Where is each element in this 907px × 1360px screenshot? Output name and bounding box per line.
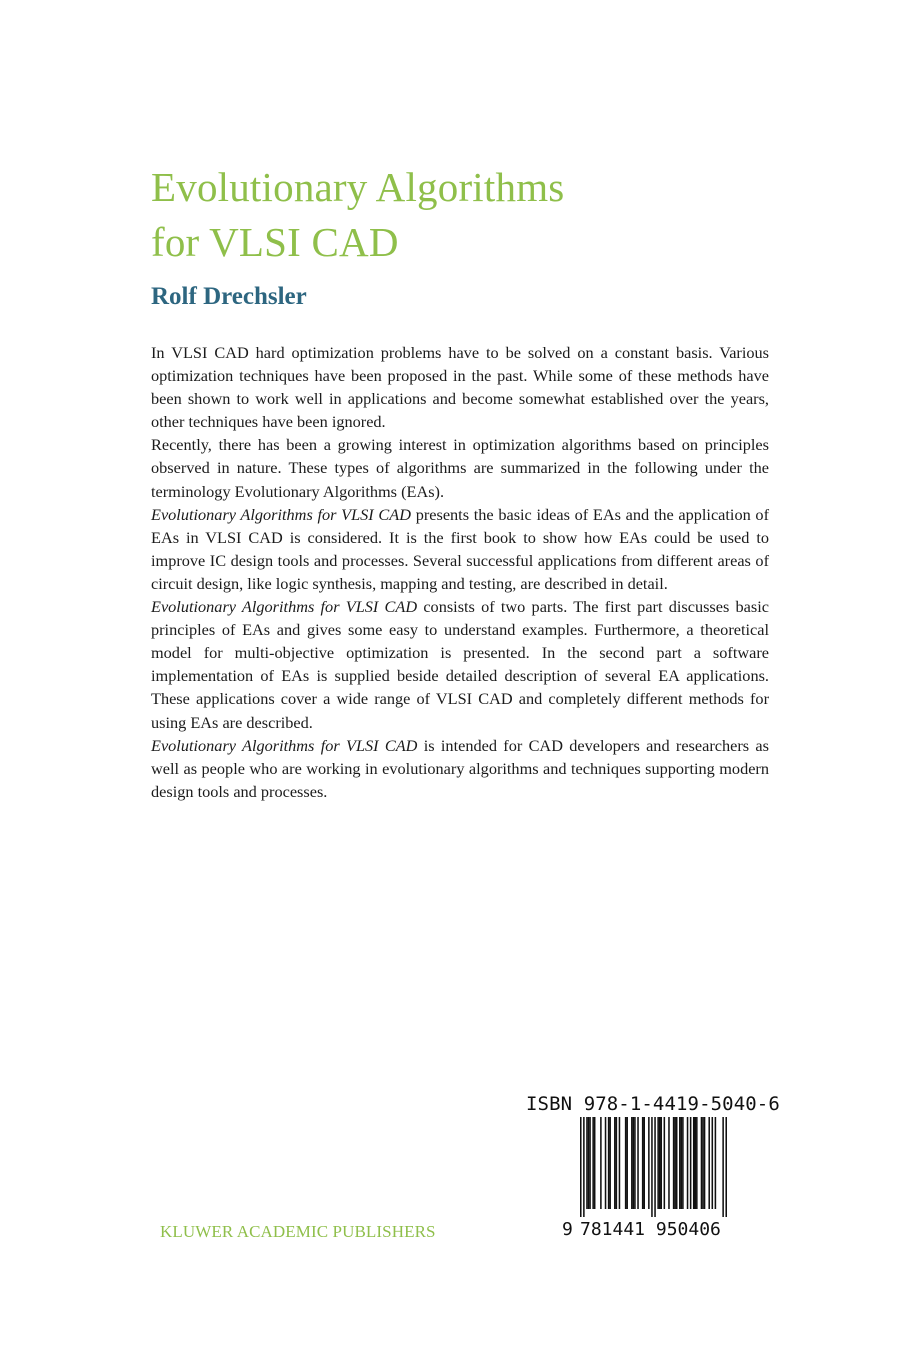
description-paragraph-5 (151, 734, 769, 803)
barcode-bar (594, 1117, 596, 1209)
barcode-bar (660, 1117, 662, 1209)
barcode-bar (626, 1117, 628, 1209)
barcode-bar (715, 1117, 717, 1209)
barcode-bar (708, 1117, 710, 1209)
barcode-bar (631, 1117, 633, 1209)
barcode-bar (659, 1117, 661, 1209)
barcode-bar (583, 1117, 585, 1217)
barcode-bar (643, 1117, 645, 1209)
barcode-bar (637, 1117, 639, 1209)
barcode-bar (600, 1117, 602, 1209)
barcode-bar (586, 1117, 588, 1209)
barcode-bar (616, 1117, 618, 1209)
barcode-bar (687, 1117, 689, 1209)
barcode-bar (696, 1117, 698, 1209)
barcode-bar (634, 1117, 636, 1209)
description-paragraph-1: In VLSI CAD hard optimization problems have to be solved on a constant basis. Various optimization techniques have been proposed in the past. While some of these methods have been shown to work well in applications and become somewhat established over the years, other techniques have been ignored. (151, 343, 769, 432)
barcode-bar (651, 1117, 653, 1217)
barcode-bar (642, 1117, 644, 1209)
barcode-bar (608, 1117, 610, 1209)
barcode-bar (580, 1117, 582, 1217)
barcode-bar (722, 1117, 724, 1217)
barcode-bar (682, 1117, 684, 1209)
barcode-bar (712, 1117, 714, 1209)
barcode-bar (690, 1117, 692, 1209)
barcode-bar (625, 1117, 627, 1209)
barcode-bar (664, 1117, 666, 1209)
barcode-lead-digit: 9 (562, 1219, 573, 1240)
book-title-reference: Evolutionary Algorithms for VLSI CAD (151, 735, 418, 755)
book-title-reference: Evolutionary Algorithms for VLSI CAD (151, 504, 411, 524)
barcode-bar (701, 1117, 703, 1209)
barcode-digits-text: 781441 950406 (580, 1219, 721, 1240)
barcode-bar (695, 1117, 697, 1209)
barcode-bar (668, 1117, 670, 1209)
description-paragraph-4 (151, 595, 769, 734)
barcode-bar (704, 1117, 706, 1209)
barcode-bar (702, 1117, 704, 1209)
barcode-bar (588, 1117, 590, 1209)
description-paragraph-3 (151, 503, 769, 595)
publisher-name: KLUWER ACADEMIC PUBLISHERS (160, 1222, 436, 1241)
barcode-bar (679, 1117, 681, 1209)
isbn-label: ISBN 978-1-4419-5040-6 (526, 1093, 780, 1115)
barcode-number (562, 1219, 721, 1241)
barcode-bar (676, 1117, 678, 1209)
book-title-reference: Evolutionary Algorithms for VLSI CAD (151, 597, 418, 617)
barcode-bar (725, 1117, 727, 1217)
barcode-bar (693, 1117, 695, 1209)
barcode-bar (673, 1117, 675, 1209)
barcode-bar (605, 1117, 607, 1209)
book-title-line-2: for VLSI CAD (151, 219, 399, 265)
barcode-bar (614, 1117, 616, 1209)
barcode-bar (589, 1117, 591, 1209)
barcode-bar (654, 1117, 656, 1217)
book-author: Rolf Drechsler (151, 283, 307, 310)
barcode-bar (681, 1117, 683, 1209)
barcode-bar (619, 1117, 621, 1209)
book-description (151, 341, 769, 803)
barcode-bar (609, 1117, 611, 1209)
description-paragraph-2: Recently, there has been a growing interest in optimization algorithms based on principles observed in nature. These types of algorithms are summarized in the following under the terminology Evolutionary Algorithms (EAs). (151, 435, 769, 501)
description-text: presents the basic ideas of EAs and the application of EAs in VLSI CAD is considered. It is the first book to show how EAs could be used to improve IC design tools and processes. Several successful applications from different areas of circuit design, like logic synthesis, mapping and testing, are described in detail. (151, 504, 769, 593)
barcode-bar (648, 1117, 650, 1209)
barcode-bar (674, 1117, 676, 1209)
book-title-line-1: Evolutionary Algorithms (151, 164, 565, 210)
barcode-image (580, 1117, 727, 1217)
barcode-bar (592, 1117, 594, 1209)
description-text: is intended for CAD developers and researchers as well as people who are working in evolutionary algorithms and techniques supporting modern design tools and processes. (151, 735, 769, 801)
description-text: consists of two parts. The first part discusses basic principles of EAs and gives some easy to understand examples. Furthermore, a theoretical model for multi-objective optimization is presented. In the second part a software implementation of EAs is supplied beside detailed description of several EA applications. These applications cover a wide range of VLSI CAD and completely different methods for using EAs are described. (151, 597, 769, 732)
barcode-bar (633, 1117, 635, 1209)
book-title (151, 160, 564, 270)
barcode-bar (657, 1117, 659, 1209)
